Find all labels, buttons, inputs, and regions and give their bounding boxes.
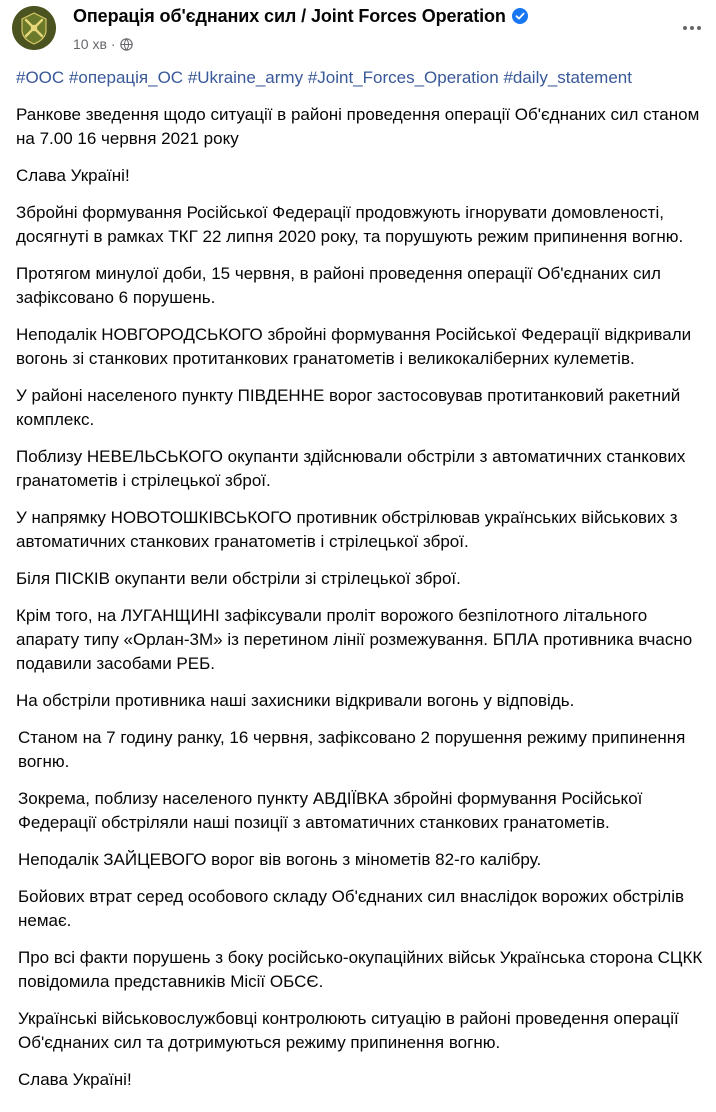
post-paragraph: Станом на 7 годину ранку, 16 червня, зафіксовано 2 порушення режиму припинення вогню.	[18, 728, 686, 771]
hashtag-link[interactable]: #daily_statement	[503, 68, 632, 87]
hashtag-link[interactable]: #Ukraine_army	[187, 68, 304, 87]
post-paragraph: Українські військовослужбовці контролюють ситуацію в районі проведення операції Об'єднаних сил та дотримуються режиму припинення вогню.	[18, 1009, 679, 1052]
post-paragraph: Слава Україні!	[16, 166, 130, 185]
post-paragraph: Крім того, на ЛУГАНЩИНІ зафіксували проліт ворожого безпілотного літального апарату типу «Орлан-3М» із перетином лінії розмежування. БПЛА противника вчасно подавили засобами РЕБ.	[16, 606, 693, 673]
post-paragraph: Неподалік ЗАЙЦЕВОГО ворог вів вогонь з мінометів 82-го калібру.	[18, 850, 542, 869]
post-paragraph: Неподалік НОВГОРОДСЬКОГО збройні формування Російської Федерації відкривали вогонь зі станкових протитанкових гранатометів і великокаліберних кулеметів.	[16, 325, 692, 368]
post-paragraph: Слава Україні!	[18, 1070, 132, 1089]
hashtag-link[interactable]: #ООС	[16, 68, 65, 87]
hashtag-line	[16, 66, 706, 90]
hashtag-link[interactable]: #операція_ОС	[68, 68, 184, 87]
post-paragraph: Ранкове зведення щодо ситуації в районі проведення операції Об'єднаних сил станом на 7.00 16 червня 2021 року	[16, 105, 700, 148]
jfo-emblem-icon	[12, 6, 56, 50]
post-paragraph: Про всі факти порушень з боку російсько-окупаційних військ Українська сторона СЦКК повідомила представників Місії ОБСЄ.	[18, 948, 703, 991]
meta-separator: ·	[110, 36, 116, 52]
page-name-link[interactable]	[73, 6, 528, 27]
post-paragraph: Збройні формування Російської Федерації продовжують ігнорувати домовленості, досягнуті в рамках ТКГ 22 липня 2020 року, та порушують режим припинення вогню.	[16, 203, 684, 246]
post-paragraph: У напрямку НОВОТОШКІВСЬКОГО противник обстрілював українських військових з автоматичних станкових гранатометів і стрілецької зброї.	[16, 508, 678, 551]
post-paragraph: Бойових втрат серед особового складу Об'єднаних сил внаслідок ворожих обстрілів немає.	[18, 887, 685, 930]
post-paragraph: На обстріли противника наші захисники відкривали вогонь у відповідь.	[16, 691, 575, 710]
post-paragraph: Зокрема, поблизу населеного пункту АВДІЇВКА збройні формування Російської Федерації обстріляли наші позиції з автоматичних станкових гранатометів.	[18, 789, 643, 832]
more-icon	[680, 16, 704, 40]
page-name[interactable]: Операція об'єднаних сил / Joint Forces Operation	[73, 6, 506, 26]
post-body	[16, 66, 706, 1105]
hashtag-link[interactable]: #Joint_Forces_Operation	[307, 68, 499, 87]
more-options-button[interactable]	[680, 16, 704, 40]
post-paragraph: Поблизу НЕВЕЛЬСЬКОГО окупанти здійснювали обстріли з автоматичних станкових гранатометів і стрілецької зброї.	[16, 447, 686, 490]
post-paragraph: Біля ПІСКІВ окупанти вели обстріли зі стрілецької зброї.	[16, 569, 461, 588]
verified-badge-icon	[512, 8, 528, 24]
post-paragraph: У районі населеного пункту ПІВДЕННЕ ворог застосовував протитанковий ракетний комплекс.	[16, 386, 681, 429]
page-avatar[interactable]	[12, 6, 56, 50]
post-meta	[73, 36, 133, 52]
post-header	[12, 4, 704, 60]
globe-icon[interactable]	[120, 38, 133, 51]
post-paragraph: Протягом минулої доби, 15 червня, в районі проведення операції Об'єднаних сил зафіксовано 6 порушень.	[16, 264, 661, 307]
post-time[interactable]: 10 хв	[73, 36, 107, 52]
